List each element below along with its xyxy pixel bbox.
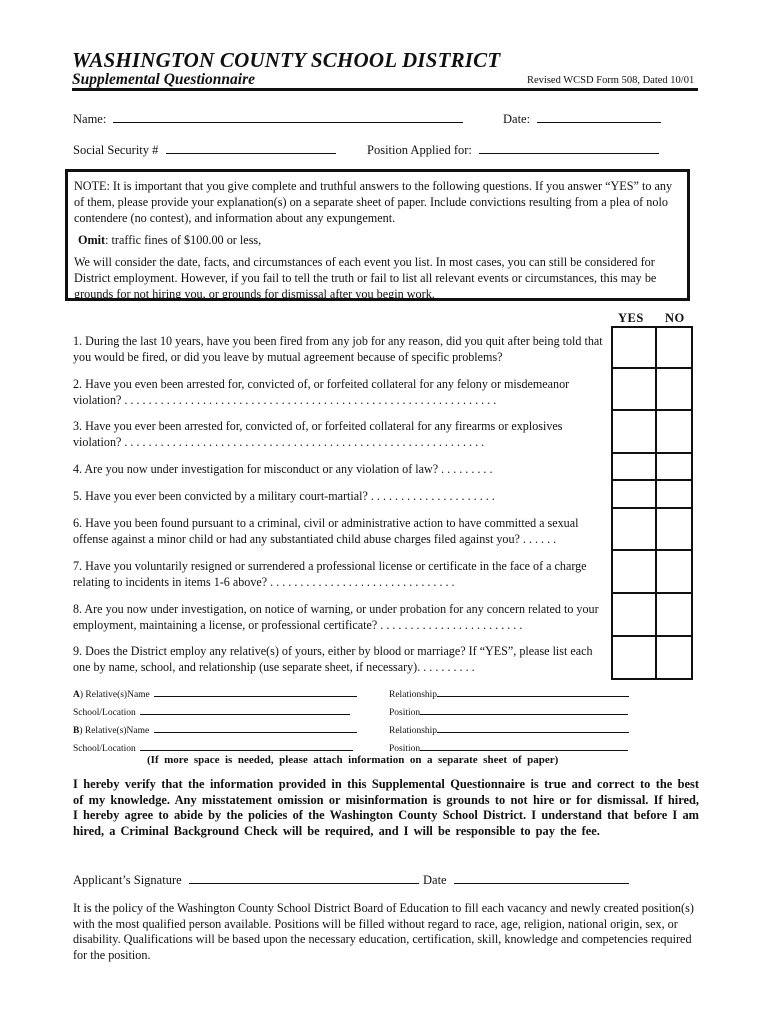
relative-a-relationship-label: Relationship — [389, 690, 438, 700]
relative-b-school-row — [73, 741, 353, 754]
relative-b-relationship-row — [389, 723, 629, 736]
note-paragraph-3: We will consider the date, facts, and circumstances of each event you list. In most cases, you can still be considered for District employment. However, if you fail to tell the truth or fail to list all relevant events or circumstances, this may be grounds for not hiring you, or grounds for dismissal after you begin work. — [74, 255, 657, 301]
question-1: 1. During the last 10 years, have you been fired from any job for any reason, did you quit after being told that you would be fired, or did you leave by mutual agreement because of specific problems? — [73, 334, 603, 364]
header-rule — [72, 88, 698, 91]
relative-a-name-field[interactable] — [154, 687, 357, 697]
relative-b-school-field[interactable] — [140, 741, 353, 751]
form-subtitle: Supplemental Questionnaire — [72, 71, 256, 88]
answer-box-4[interactable] — [611, 454, 693, 481]
more-space-note: (If more space is needed, please attach information on a separate sheet of paper) — [147, 754, 559, 766]
no-header: NO — [665, 311, 685, 325]
ssn-label: Social Security # — [73, 143, 159, 157]
date-field[interactable] — [537, 110, 661, 123]
name-row — [73, 110, 463, 127]
answer-box-7[interactable] — [611, 551, 693, 594]
signature-row — [73, 871, 419, 888]
answer-box-5[interactable] — [611, 481, 693, 509]
ssn-row — [73, 141, 336, 158]
question-4: 4. Are you now under investigation for misconduct or any violation of law? . . . . . . . . . — [73, 462, 493, 476]
question-7: 7. Have you voluntarily resigned or surrendered a professional license or certificate in the face of a charge relating to incidents in items 1-6 above? . . . . . . . . . . . . . . . . . . . . . . . . . . . . . . . — [73, 559, 587, 589]
position-field[interactable] — [479, 141, 659, 154]
answer-box-3[interactable] — [611, 411, 693, 454]
position-label: Position Applied for: — [367, 143, 472, 157]
signature-label: Applicant’s Signature — [73, 873, 182, 887]
date-row — [503, 110, 661, 127]
relative-a-position-label: Position — [389, 708, 421, 718]
relative-a-position-field[interactable] — [420, 705, 628, 715]
question-3: 3. Have you ever been arrested for, convicted of, or forfeited collateral for any firearms or explosives violation? . . . . . . . . . . . . . . . . . . . . . . . . . . . . . . . . . . . . . . . . . . . . . . . . . . . . . . . . . . . . — [73, 419, 563, 449]
signature-date-field[interactable] — [454, 871, 629, 884]
note-paragraph-1: NOTE: It is important that you give complete and truthful answers to the following questions. If you answer “YES” to any of them, please provide your explanation(s) on a separate sheet of paper. Include convictions resulting from a plea of nolo contendere (no contest), and information about any expungement. — [74, 179, 673, 225]
question-2: 2. Have you even been arrested for, convicted of, or forfeited collateral for any felony or misdemeanor violation? . . . . . . . . . . . . . . . . . . . . . . . . . . . . . . . . . . . . . . . . . . . . . . . . . . . . . . . . . . . . . . — [73, 377, 570, 407]
question-9: 9. Does the District employ any relative(s) of yours, either by blood or marriage? If “YES”, please list each one by name, school, and relationship (use separate sheet, if necessary). . . . . . . . . . — [73, 644, 593, 674]
answer-box-8[interactable] — [611, 594, 693, 637]
revision-label: Revised WCSD Form 508, Dated 10/01 — [527, 75, 695, 86]
signature-date-row — [423, 871, 629, 888]
omit-label: Omit — [78, 233, 106, 247]
question-5: 5. Have you ever been convicted by a military court-martial? . . . . . . . . . . . . . . . . . . . . . — [73, 489, 495, 503]
question-8: 8. Are you now under investigation, on notice of warning, or under probation for any concern related to your employment, maintaining a license, or professional certificate? . . . . . . . . . . . . . . . . . . . . . . . . — [73, 602, 599, 632]
signature-date-label: Date — [423, 873, 447, 887]
ssn-field[interactable] — [166, 141, 336, 154]
relative-b-position-field[interactable] — [420, 741, 628, 751]
relative-a-relationship-row — [389, 687, 629, 700]
name-label: Name: — [73, 112, 107, 126]
relative-a-name-row — [73, 687, 357, 700]
note-box — [65, 169, 690, 301]
relative-b-school-label: School/Location — [73, 744, 136, 754]
answer-box-1[interactable] — [611, 328, 693, 369]
name-field[interactable] — [113, 110, 463, 123]
form-title: WASHINGTON COUNTY SCHOOL DISTRICT — [72, 48, 501, 72]
relative-a-name-label: ) Relative(s)Name — [79, 690, 150, 700]
relative-a-school-row — [73, 705, 350, 718]
verification-statement: I hereby verify that the information provided in this Supplemental Questionnaire is true and correct to the best of my knowledge. Any misstatement omission or misinformation is grounds to not hire or for dismissal. If hired, I hereby agree to abide by the policies of the Washington County School District. I understand that before I am hired, a Criminal Background Check will be required, and I will be responsible to pay the fee. — [73, 777, 699, 838]
yes-header: YES — [618, 311, 644, 325]
relative-b-relationship-field[interactable] — [437, 723, 629, 733]
relative-a-prefix: A — [73, 690, 80, 700]
date-label: Date: — [503, 112, 531, 126]
relative-a-relationship-field[interactable] — [437, 687, 629, 697]
relative-b-relationship-label: Relationship — [389, 726, 438, 736]
answer-box-6[interactable] — [611, 509, 693, 551]
relative-b-position-row — [389, 741, 628, 754]
position-row — [367, 141, 659, 158]
relative-b-prefix: B — [73, 726, 80, 736]
policy-statement: It is the policy of the Washington County School District Board of Education to fill each vacancy and newly created position(s) with the most qualified person available. Positions will be filled without regard to race, age, religion, national origin, sex, or disability. Qualifications will be based upon the necessary education, certification, skill, knowledge and competencies required for the position. — [73, 901, 694, 962]
relative-a-position-row — [389, 705, 628, 718]
relative-b-position-label: Position — [389, 744, 421, 754]
relative-a-school-field[interactable] — [140, 705, 350, 715]
relative-b-name-row — [73, 723, 357, 736]
relative-b-name-field[interactable] — [154, 723, 357, 733]
omit-text: : traffic fines of $100.00 or less, — [105, 233, 262, 247]
question-6: 6. Have you been found pursuant to a criminal, civil or administrative action to have committed a sexual offense against a minor child or had any substantiated child abuse charges filed against you? . . . . . . — [73, 516, 579, 546]
note-omit — [78, 232, 681, 248]
signature-field[interactable] — [189, 871, 419, 884]
answer-box-2[interactable] — [611, 369, 693, 411]
answer-box-9[interactable] — [611, 637, 693, 680]
relative-a-school-label: School/Location — [73, 708, 136, 718]
relative-b-name-label: ) Relative(s)Name — [79, 726, 150, 736]
